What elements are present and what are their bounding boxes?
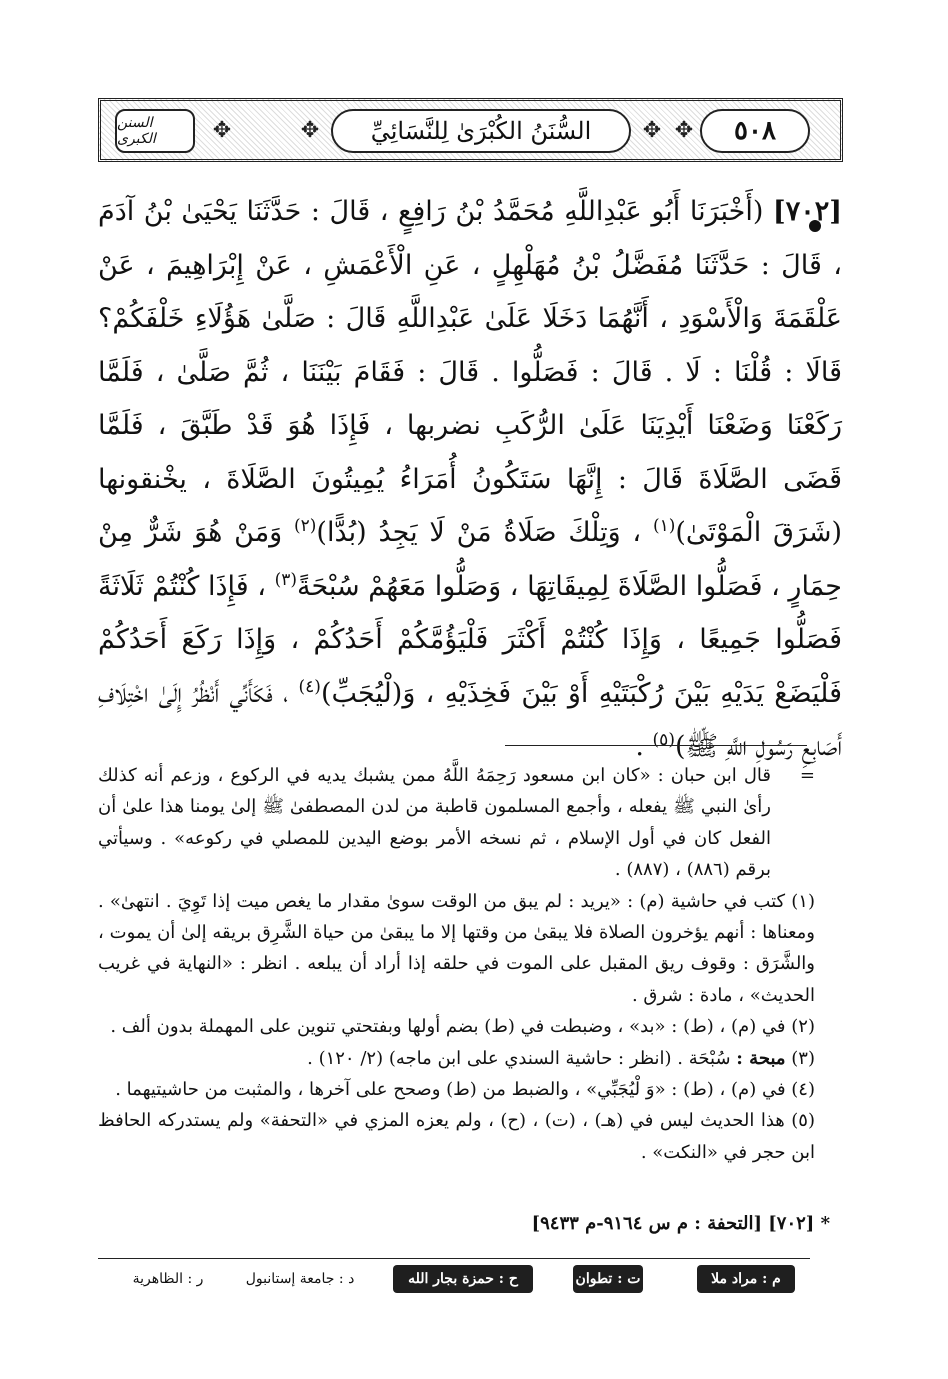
footnotes: [98, 760, 815, 1205]
hadith-line: ، فَإِذَا كُنْتُمْ: [152, 570, 275, 602]
footnote-ref[interactable]: (٢): [294, 516, 317, 536]
ornament-icon: ✥: [212, 118, 232, 143]
footnote-text: قال ابن حبان : «كان ابن مسعود رَحِمَهُ اللَّهُ ممن يشبك يديه في الركوع ، وزعم أنه كذلك رأىٰ النبي ﷺ يفعله ، وأجمع المسلمون قاطبة من لدن المصطفىٰ ﷺ إلىٰ يومنا هذا علىٰ أن الفعل كان في أول الإسلام ، ثم نسخه الأمر بوضع اليدين للمصلي في ركوعه» . وسيأتي برقم (٨٨٦) ، (٨٨٧) .: [98, 765, 771, 881]
manuscript-label-d: د : جامعة إستانبول: [245, 1271, 355, 1287]
footnote-5: [98, 1105, 815, 1168]
footnote-keyword: مبحة :: [736, 1047, 786, 1069]
book-title: [331, 109, 631, 153]
page-header: [98, 98, 843, 162]
ornament-icon: ✥: [300, 118, 320, 143]
manuscript-badge-h: ح : حمزة بجار الله: [393, 1265, 533, 1293]
footnote-text: سُبْحَة . (انظر : حاشية السندي على ابن ماجه) (٢/ ١٢٠) .: [307, 1047, 731, 1069]
hadith-line: رَسُولِ اللَّهِ ﷺ): [674, 731, 794, 762]
footnote-ref[interactable]: (١): [652, 516, 676, 536]
book-title-text: السُّنَنُ الكُبْرَىٰ لِلنَّسَائِيِّ: [370, 117, 592, 145]
hadith-line: حَدَّثَنَا مُفَضَّلُ بْنُ مُهَلْهِلٍ ، عَنِ الْأَعْمَشِ ، عَنْ إِبْرَاهِيمَ ، عَنْ عَلْقَمَةَ وَالْأَسْوَدِ ،: [98, 249, 842, 334]
footnote-4: [98, 1074, 815, 1105]
ornament-icon: ✥: [674, 118, 694, 143]
hadith-line: يَدَيْهِ بَيْنَ رُكْبَتَيْهِ أَوْ بَيْنَ فَخِذَيْهِ ، وَ(لْيُجَبِّ): [320, 677, 764, 709]
footnote-text: (٢) في (م) ، (ط) : «بد» ، وضبطت في (ط) بضم أولها وبفتحتي تنوين على المهملة بدون ألف .: [110, 1016, 815, 1038]
hadith-paragraph: [98, 185, 842, 774]
footnote-number: (٣): [791, 1047, 815, 1069]
publisher-logo: [115, 109, 195, 153]
hadith-line: هُوَ شَرٌّ مِنْ حِمَارٍ ، فَصَلُّوا الصَّلَاةَ لِمِيقَاتِهَا ، وَصَلُّوا مَعَهُمْ سُبْحَةً: [98, 517, 842, 602]
manuscript-label-r: ر : الظاهرية: [132, 1271, 204, 1287]
hadith-body: [98, 185, 843, 762]
hadith-line: ، فَكَأَنِّي أَنْظُرُ إِلَىٰ اخْتِلَافِ أَصَابِعِ: [98, 677, 842, 762]
publisher-logo-text: السنن الكبرى: [117, 115, 156, 147]
hadith-line: نضربها ، فَإِذَا هُوَ قَدْ طَبَّقَ ، فَلَمَّا قَضَى الصَّلَاةَ قَالَ : إِنَّهَا سَتَكُونُ أُمَرَاءُ يُمِيتُونَ: [98, 410, 842, 495]
manuscript-badge-m: م : مراد ملا: [697, 1265, 795, 1293]
continuation-mark: =: [799, 765, 815, 786]
hadith-line: ، وَتِلْكَ صَلَاةُ مَنْ لَا يَجِدُ (بُدًّا): [316, 517, 653, 548]
page-number-text: ٥٠٨: [734, 116, 776, 146]
hadith-line: أَنَّهُمَا دَخَلَا عَلَىٰ عَبْدِاللَّهِ قَالَ : صَلَّىٰ هَؤُلَاءِ خَلْفَكُمْ؟ قَالَا : قُلْنَا : لَا . قَالَ :: [98, 303, 842, 388]
hadith-number: [٧٠٢]: [772, 196, 842, 227]
page-number: [700, 109, 810, 153]
manuscript-badge-t: ت : تطوان: [573, 1265, 643, 1293]
hadith-line: الصَّلَاةَ ، يخْنقونها (شَرَقَ الْمَوْتَىٰ): [98, 463, 842, 548]
tuhfa-reference: * [٧٠٢] [التحفة : م س ٩١٦٤-م ٩٤٣٣]: [531, 1213, 830, 1234]
hadith-line: ثَلَاثَةً فَصَلُّوا جَمِيعًا ، وَإِذَا كُنْتُمْ أَكْثَرَ فَلْيَؤُمَّكُمْ أَحَدُكُمْ ، وَإِذَا رَكَعَ أَحَدُكُمْ فَلْيَضَعْ: [98, 570, 842, 709]
footnote-continuation: [98, 760, 815, 886]
footnote-1: [98, 886, 815, 1012]
hadith-line: وَمَنْ: [234, 517, 294, 548]
footnote-text: (٤) في (م) ، (ط) : «وَ لْيُجَبِّي» ، والضبط من (ط) وصحح على آخرها ، والمثبت من حاشيتيهما .: [115, 1079, 815, 1101]
footnote-ref[interactable]: (٣): [274, 569, 297, 590]
footnote-2: [98, 1011, 815, 1042]
footnote-ref[interactable]: (٤): [298, 676, 321, 697]
ornament-icon: ✥: [642, 118, 662, 143]
footnote-3: [98, 1043, 815, 1074]
hadith-line: (أَخْبَرَنَا أَبُو عَبْدِاللَّهِ مُحَمَّدُ بْنُ رَافِعٍ ، قَالَ : حَدَّثَنَا يَحْيَىٰ بْنُ آدَمَ ، قَالَ :: [98, 196, 842, 281]
bottom-divider: [98, 1258, 810, 1259]
footnote-ref[interactable]: (٥): [652, 730, 675, 750]
hadith-line: .: [635, 731, 653, 762]
hadith-line: فَصَلُّوا . قَالَ : فَقَامَ بَيْنَنَا ، ثُمَّ صَلَّىٰ ، فَلَمَّا رَكَعْنَا وَضَعْنَا أَيْدِيَنَا عَلَىٰ الرُّكَبِ: [98, 356, 843, 441]
footnote-text: (١) كتب في حاشية (م) : «يريد : لم يبق من الوقت سوىٰ مقدار ما يغص ميت إذا تَوِيَ . انتهىٰ» . ومعناها : أنهم يؤخرون الصلاة فلا يبقىٰ من وقتها إلا ما يبقىٰ من حياة الشَّرِق بريقه إلىٰ أن يموت ، والشَّرَق : وقوف ريق المقبل على الموت في حلقه إذا أراد أن يبلعه . انظر : «النهاية في غريب الحديث» ، مادة : شرق .: [98, 890, 815, 1006]
footnote-divider: [505, 745, 807, 746]
footnote-text: (٥) هذا الحديث ليس في (هـ) ، (ت) ، (ح) ، ولم يعزه المزي في «التحفة» ولم يستدركه الحافظ ابن حجر في «النكت» .: [98, 1110, 815, 1163]
